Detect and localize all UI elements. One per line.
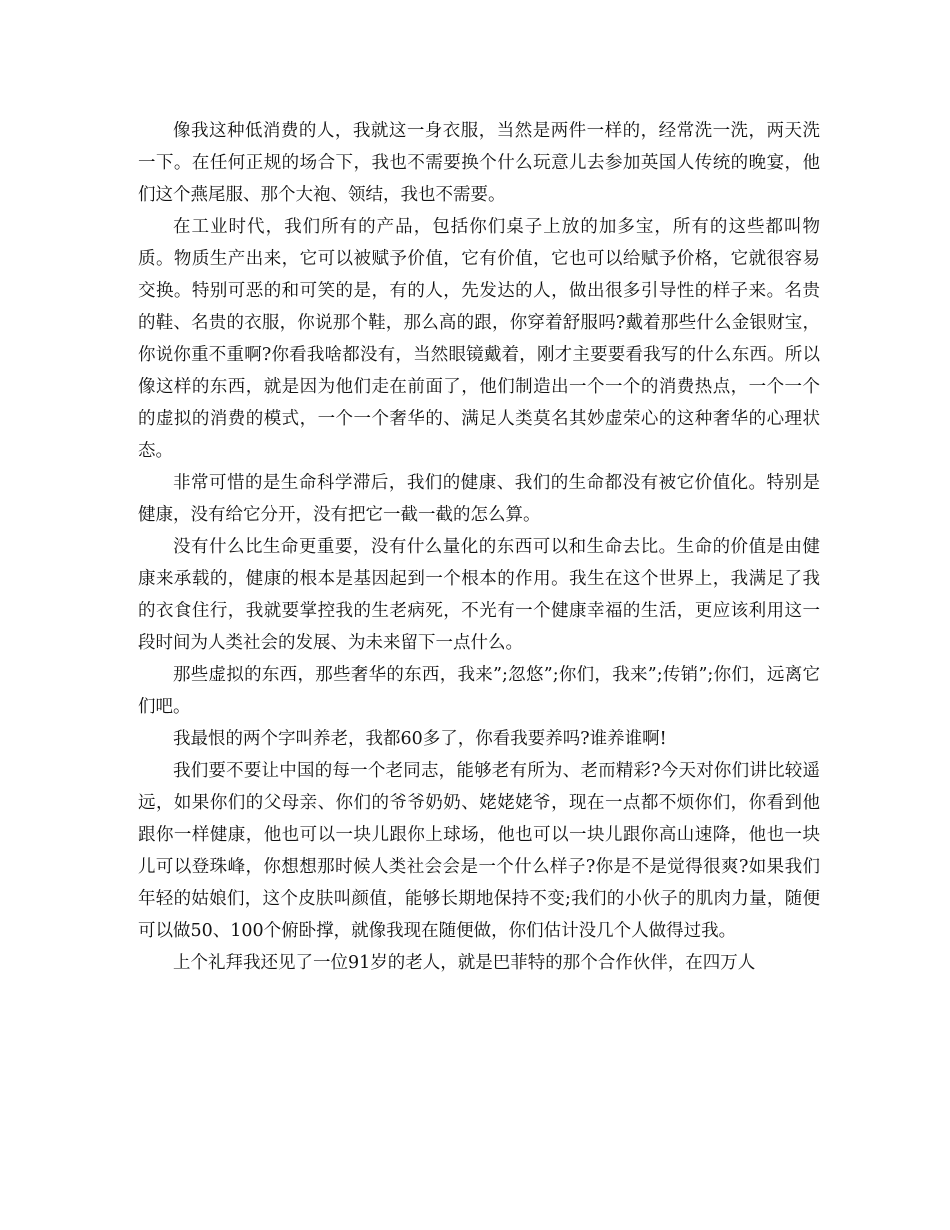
paragraph: 我们要不要让中国的每一个老同志，能够老有所为、老而精彩?今天对你们讲比较遥远，如果你们的父母亲、你们的爷爷奶奶、姥姥姥爷，现在一点都不烦你们，你看到他跟你一样健康，他也可以一块儿跟你上球场，他也可以一块儿跟你高山速降，他也一块儿可以登珠峰，你想想那时候人类社会会是一个什么样子?你是不是觉得很爽?如果我们年轻的姑娘们，这个皮肤叫颜值，能够长期地保持不变;我们的小伙子的肌肉力量，随便可以做50、100个俯卧撑，就像我现在随便做，你们估计没几个人做得过我。 xyxy=(138,761,820,941)
paragraph: 我最恨的两个字叫养老，我都60多了，你看我要养吗?谁养谁啊! xyxy=(173,729,667,749)
paragraph: 上个礼拜我还见了一位91岁的老人，就是巴菲特的那个合作伙伴，在四万人 xyxy=(173,953,756,973)
paragraph: 在工业时代，我们所有的产品，包括你们桌子上放的加多宝，所有的这些都叫物质。物质生产出来，它可以被赋予价值，它有价值，它也可以给赋予价格，它就很容易交换。特别可恶的和可笑的是，有的人，先发达的人，做出很多引导性的样子来。名贵的鞋、名贵的衣服，你说那个鞋，那么高的跟，你穿着舒服吗?戴着那些什么金银财宝，你说你重不重啊?你看我啥都没有，当然眼镜戴着，刚才主要要看我写的什么东西。所以像这样的东西，就是因为他们走在前面了，他们制造出一个一个的消费热点，一个一个的虚拟的消费的模式，一个一个奢华的、满足人类莫名其妙虚荣心的这种奢华的心理状态。 xyxy=(138,217,820,461)
paragraph: 那些虚拟的东西，那些奢华的东西，我来”;忽悠”;你们，我来”;传销”;你们，远离它们吧。 xyxy=(138,665,820,717)
paragraph: 非常可惜的是生命科学滞后，我们的健康、我们的生命都没有被它价值化。特别是健康，没有给它分开，没有把它一截一截的怎么算。 xyxy=(138,473,820,525)
paragraph: 没有什么比生命更重要，没有什么量化的东西可以和生命去比。生命的价值是由健康来承载的，健康的根本是基因起到一个根本的作用。我生在这个世界上，我满足了我的衣食住行，我就要掌控我的生老病死，不光有一个健康幸福的生活，更应该利用这一段时间为人类社会的发展、为未来留下一点什么。 xyxy=(138,537,820,653)
paragraph: 像我这种低消费的人，我就这一身衣服，当然是两件一样的，经常洗一洗，两天洗一下。在任何正规的场合下，我也不需要换个什么玩意儿去参加英国人传统的晚宴，他们这个燕尾服、那个大袍、领结，我也不需要。 xyxy=(138,121,820,205)
document-body xyxy=(138,115,820,979)
